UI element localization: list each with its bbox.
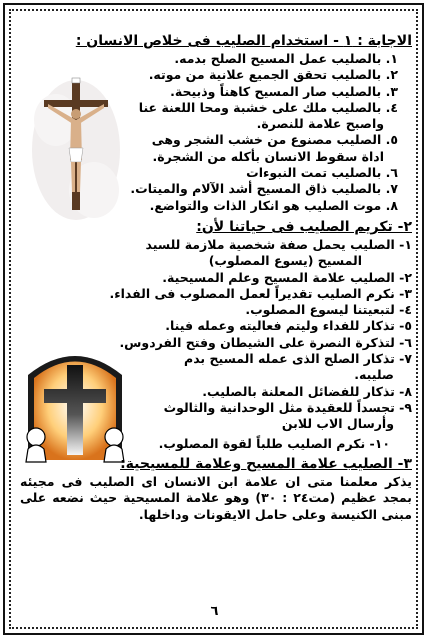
list-item: ٥. الصليب مصنوع من خشب الشجر وهى — [151, 132, 398, 148]
list-item: ٢. بالصليب تحقق الجميع علانية من موته. — [148, 67, 398, 83]
list-item-continuation: وأرسال الاب للابن — [281, 416, 394, 432]
list-item: ٨- تذكار للفضائل المعلنة بالصليب. — [202, 383, 412, 399]
list-item: ٣. بالصليب صار المسيح كاهناً وذبيحة. — [170, 83, 398, 99]
list-item: ٧- تذكار الصلح الذى عمله المسيح بدم — [184, 351, 412, 367]
document-body — [20, 30, 412, 523]
section-2-list — [20, 237, 412, 452]
list-item: ٧. بالصليب ذاق المسيح أشد الآلام والميتات. — [130, 181, 398, 197]
section-1-heading: الاجابة : ١ - استخدام الصليب فى خلاص الانسان : — [75, 33, 412, 49]
section-3-paragraph: يذكر معلمنا متى ان علامة ابن الانسان اى الصليب فى مجيئه بمجد عظيم (مت٢٤ : ٣٠) وهو علامة المسيحية حيث نضعه على مبنى الكنيسة وعلى حامل الايقونات وداخلها. — [20, 473, 412, 522]
list-item-continuation: صليبه. — [354, 367, 394, 383]
list-item: ٩- تجسداً للعقيدة مثل الوحدانية والثالوث — [163, 399, 412, 415]
page-number: ٦ — [210, 604, 219, 619]
list-item: ٥- تذكار للفداء وليتم فعاليته وعمله فينا. — [165, 318, 412, 334]
list-item: ٢- الصليب علامة المسيح وعلم المسيحية. — [162, 269, 412, 285]
list-item: ٦. بالصليب تمت النبوءات — [246, 165, 398, 181]
list-item-continuation: اداة سقوط الانسان بأكله من الشجرة. — [152, 148, 384, 164]
section-3-heading: ٣- الصليب علامة المسيح وعلامة للمسيحية: — [120, 455, 412, 472]
list-item: ١. بالصليب عمل المسيح الصلح بدمه. — [174, 51, 398, 66]
list-item: ٤- لتبعيتنا ليسوع المصلوب. — [245, 302, 412, 318]
section-1-list — [20, 51, 412, 214]
list-item: ١- الصليب يحمل صفة شخصية ملازمة للسيد — [145, 236, 412, 252]
list-item: ٦- لتذكرة النصرة على الشيطان وفتح الفردوس. — [119, 334, 412, 350]
list-item-continuation: واصبح علامة للنصرة. — [256, 116, 384, 132]
list-item: ٤. بالصليب ملك على خشبة ومحا اللعنة عنا — [138, 99, 398, 115]
list-item-continuation: المسيح (يسوع المصلوب) — [208, 253, 362, 269]
list-item: ١٠- نكرم الصليب طلباً لقوة المصلوب. — [158, 435, 390, 451]
section-2-heading: ٢- تكريم الصليب فى حياتنا لأن: — [196, 218, 412, 235]
list-item: ٨. موت الصليب هو انكار الذات والتواضع. — [149, 197, 398, 213]
list-item: ٣- نكرم الصليب تقديراً لعمل المصلوب فى الفداء. — [109, 285, 412, 301]
